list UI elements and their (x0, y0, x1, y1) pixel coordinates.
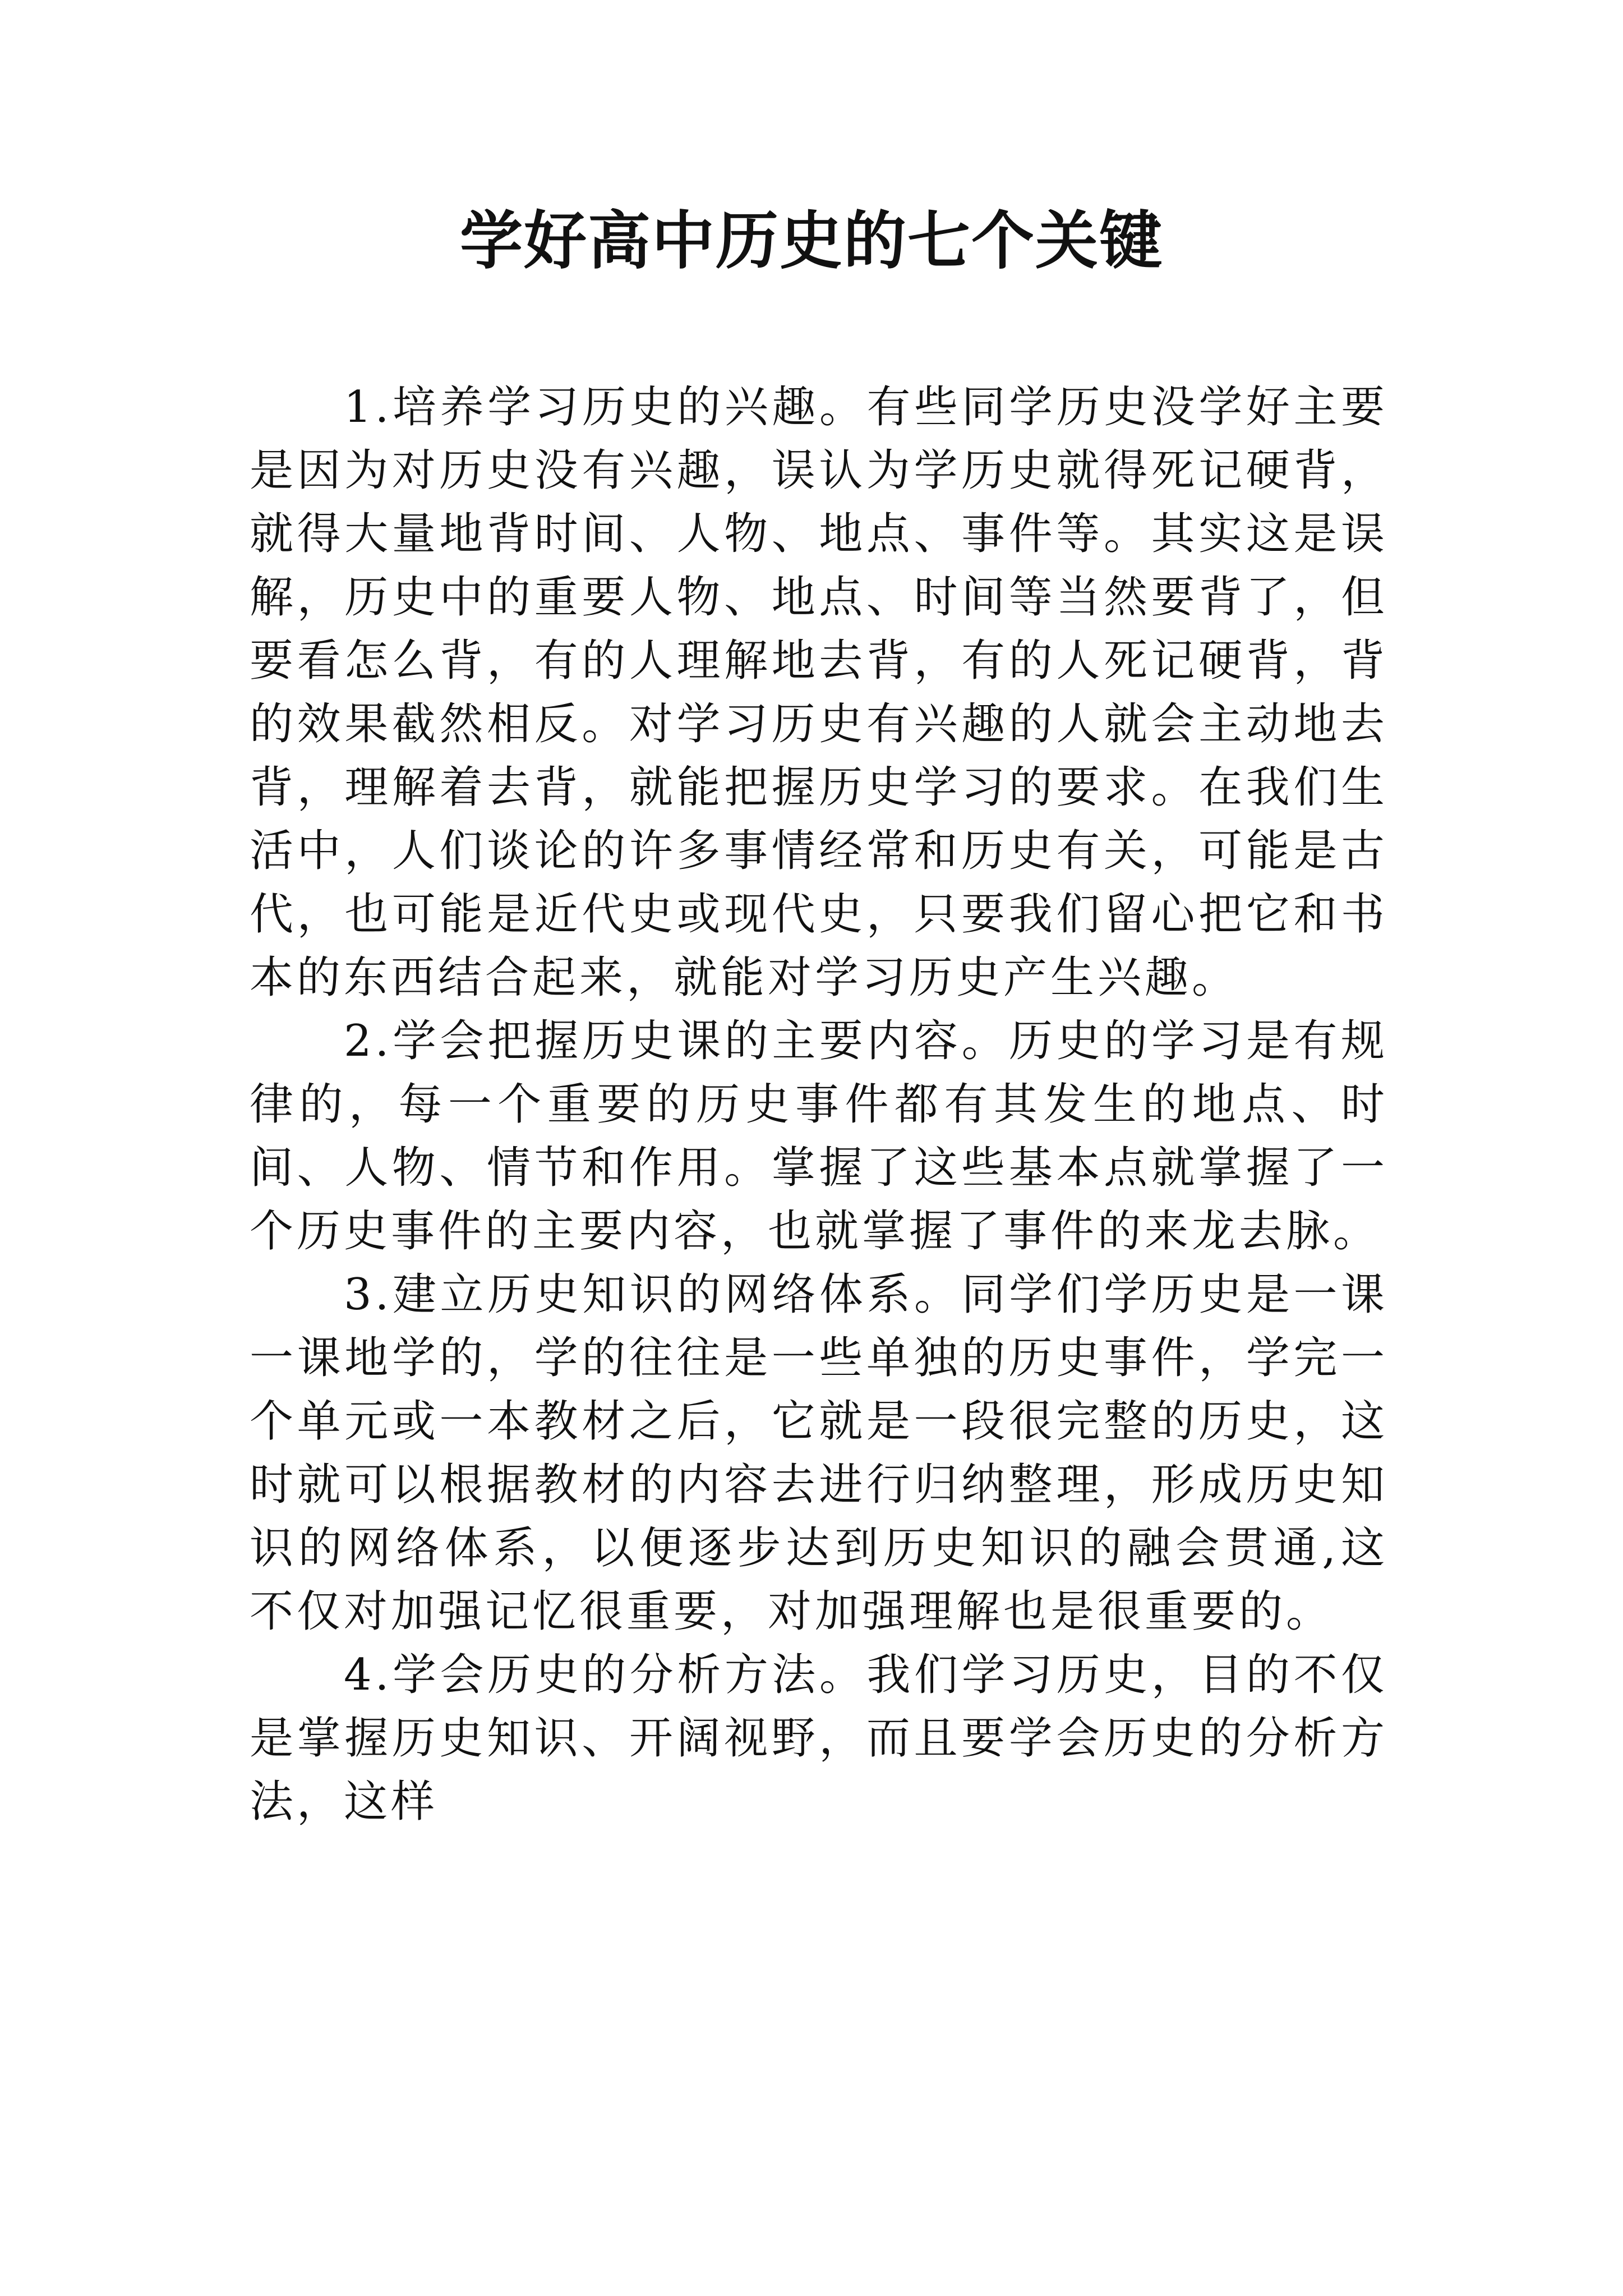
document-body (250, 376, 1388, 1834)
paragraph-3: 3.建立历史知识的网络体系。同学们学历史是一课一课地学的，学的往往是一些单独的历史事件，学完一个单元或一本教材之后，它就是一段很完整的历史，这时就可以根据教材的内容去进行归纳整理，形成历史知识的网络体系，以便逐步达到历史知识的融会贯通,这不仅对加强记忆很重要，对加强理解也是很重要的。 (250, 1269, 1388, 1637)
document-title: 学好高中历史的七个关键 (460, 205, 1163, 278)
paragraph-2: 2.学会把握历史课的主要内容。历史的学习是有规律的，每一个重要的历史事件都有其发生的地点、时间、人物、情节和作用。掌握了这些基本点就掌握了一个历史事件的主要内容，也就掌握了事件的来龙去脉。 (250, 1016, 1388, 1257)
paragraph-1: 1.培养学习历史的兴趣。有些同学历史没学好主要是因为对历史没有兴趣，误认为学历史就得死记硬背，就得大量地背时间、人物、地点、事件等。其实这是误解，历史中的重要人物、地点、时间等当然要背了，但要看怎么背，有的人理解地去背，有的人死记硬背，背的效果截然相反。对学习历史有兴趣的人就会主动地去背，理解着去背，就能把握历史学习的要求。在我们生活中，人们谈论的许多事情经常和历史有关，可能是古代，也可能是近代史或现代史，只要我们留心把它和书本的东西结合起来，就能对学习历史产生兴趣。 (250, 382, 1388, 1003)
paragraph-4: 4.学会历史的分析方法。我们学习历史，目的不仅是掌握历史知识、开阔视野，而且要学会历史的分析方法，这样 (250, 1650, 1388, 1827)
